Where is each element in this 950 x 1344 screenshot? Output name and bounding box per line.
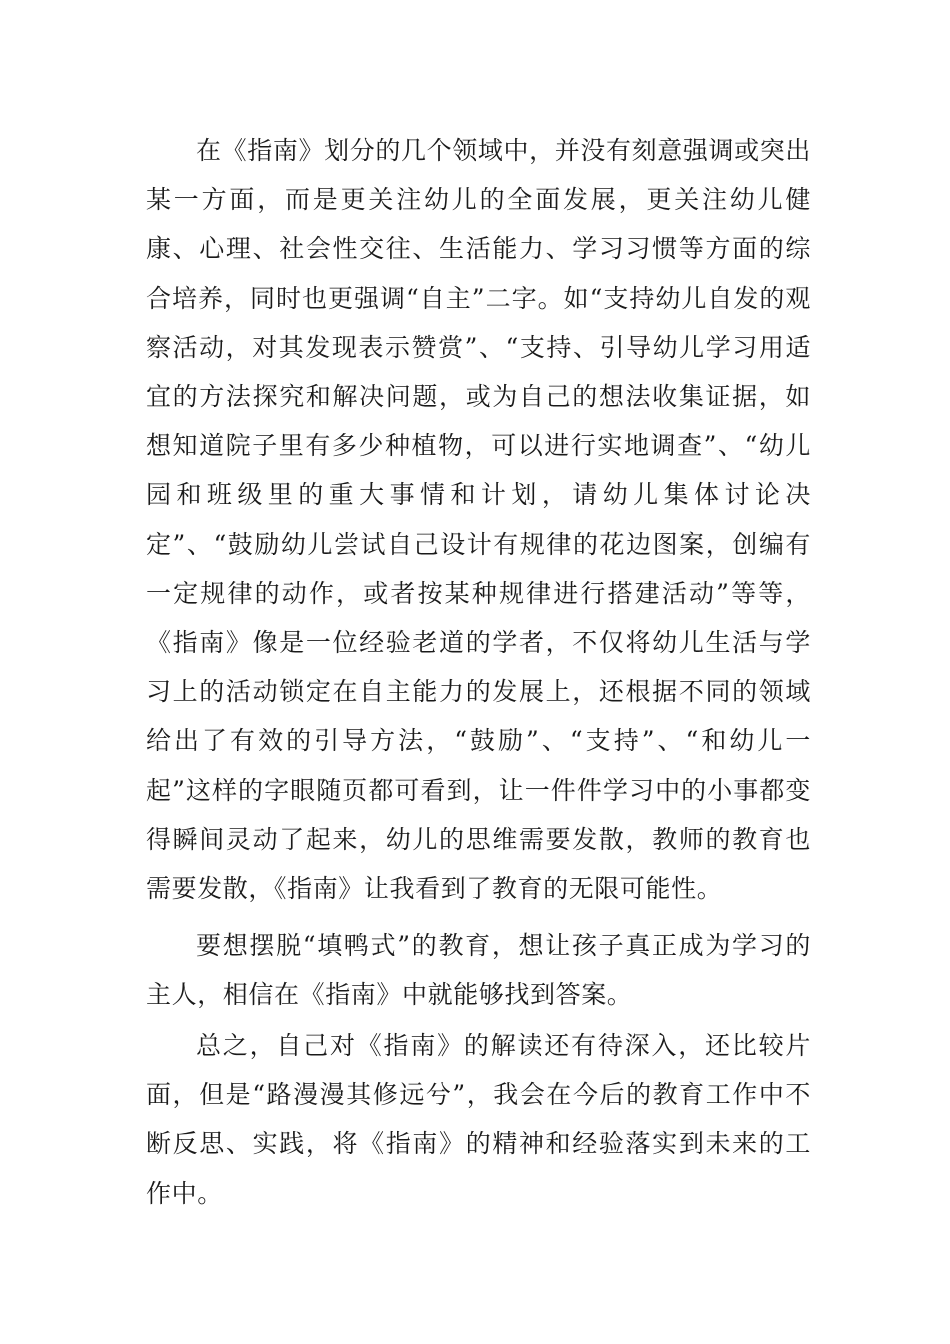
body-paragraph-2: 要想摆脱“填鸭式”的教育，想让孩子真正成为学习的主人，相信在《指南》中就能够找到答案。 [146, 931, 811, 1010]
body-paragraph-3: 总之，自己对《指南》的解读还有待深入，还比较片面，但是“路漫漫其修远兮”，我会在今后的教育工作中不断反思、实践，将《指南》的精神和经验落实到未来的工作中。 [146, 1031, 811, 1208]
body-paragraph-1: 在《指南》划分的几个领域中，并没有刻意强调或突出某一方面，而是更关注幼儿的全面发展，更关注幼儿健康、心理、社会性交往、生活能力、学习习惯等方面的综合培养，同时也更强调“自主”二字。如“支持幼儿自发的观察活动，对其发现表示赞赏”、“支持、引导幼儿学习用适宜的方法探究和解决问题，或为自己的想法收集证据，如想知道院子里有多少种植物，可以进行实地调查”、“幼儿园和班级里的重大事情和计划，请幼儿集体讨论决定”、“鼓励幼儿尝试自己设计有规律的花边图案，创编有一定规律的动作，或者按某种规律进行搭建活动”等等，《指南》像是一位经验老道的学者，不仅将幼儿生活与学习上的活动锁定在自主能力的发展上，还根据不同的领域给出了有效的引导方法，“鼓励”、“支持”、“和幼儿一起”这样的字眼随页都可看到，让一件件学习中的小事都变得瞬间灵动了起来，幼儿的思维需要发散，教师的教育也需要发散，《指南》让我看到了教育的无限可能性。 [146, 136, 811, 904]
